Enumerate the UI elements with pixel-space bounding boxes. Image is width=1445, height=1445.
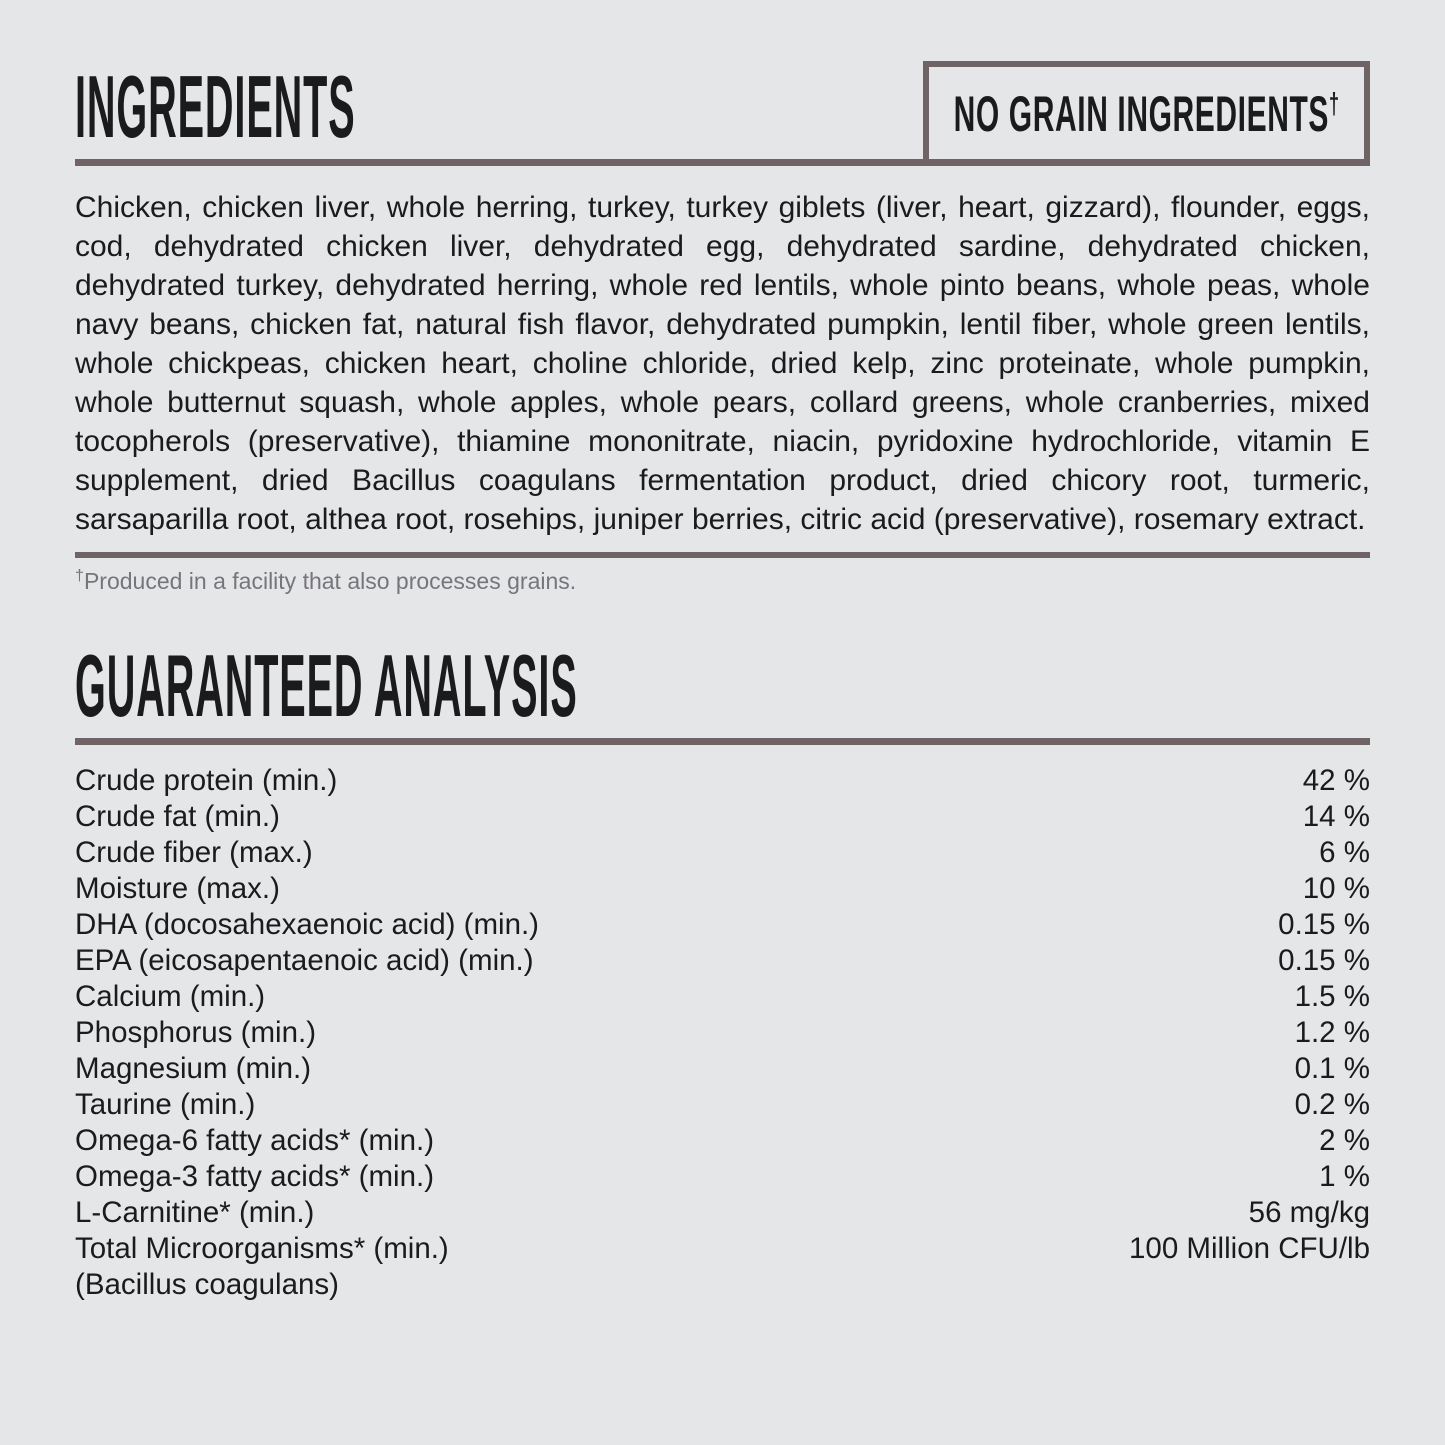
analysis-row xyxy=(75,1051,1370,1087)
analysis-row xyxy=(75,1087,1370,1123)
analysis-row xyxy=(75,1195,1370,1231)
analysis-row-label: DHA (docosahexaenoic acid) (min.) xyxy=(75,908,540,941)
analysis-row-label: Total Microorganisms* (min.) xyxy=(75,1232,449,1265)
analysis-row-value: 10 % xyxy=(1302,872,1370,905)
analysis-row-value: 42 % xyxy=(1302,764,1370,797)
footnote-text: Produced in a facility that also processes grains. xyxy=(83,568,577,594)
analysis-row-value: 0.15 % xyxy=(1278,908,1370,941)
no-grain-badge xyxy=(923,61,1370,166)
ingredients-list: Chicken, chicken liver, whole herring, turkey, turkey giblets (liver, heart, gizzard), flounder, eggs, cod, dehydrated chicken liver, dehydrated egg, dehydrated sardine, dehydrated chicken, dehydrated turkey, dehydrated herring, whole red lentils, whole pinto beans, whole peas, whole navy beans, chicken fat, natural fish flavor, dehydrated pumpkin, lentil fiber, whole green lentils, whole chickpeas, chicken heart, choline chloride, dried kelp, zinc proteinate, whole pumpkin, whole butternut squash, whole apples, whole pears, collard greens, whole cranberries, mixed tocopherols (preservative), thiamine mononitrate, niacin, pyridoxine hydrochloride, vitamin E supplement, dried Bacillus coagulans fermentation product, dried chicory root, turmeric, sarsaparilla root, althea root, rosehips, juniper berries, citric acid (preservative), rosemary extract. xyxy=(75,191,1370,536)
analysis-row xyxy=(75,763,1370,799)
analysis-row-label: EPA (eicosapentaenoic acid) (min.) xyxy=(75,944,534,977)
analysis-row xyxy=(75,1159,1370,1195)
analysis-row xyxy=(75,1123,1370,1159)
analysis-row-value: 0.2 % xyxy=(1294,1088,1370,1121)
footnote-dagger: † xyxy=(75,566,84,585)
analysis-row-label: (Bacillus coagulans) xyxy=(75,1268,339,1301)
analysis-row xyxy=(75,799,1370,835)
analysis-row-label: Magnesium (min.) xyxy=(75,1052,312,1085)
analysis-row-value: 2 % xyxy=(1319,1124,1370,1157)
analysis-row-value: 1.5 % xyxy=(1294,980,1370,1013)
analysis-row-label: Crude fiber (max.) xyxy=(75,836,313,869)
analysis-row xyxy=(75,1231,1370,1267)
analysis-row-value: 56 mg/kg xyxy=(1248,1196,1370,1229)
analysis-row-label: Phosphorus (min.) xyxy=(75,1016,317,1049)
analysis-row-value: 0.15 % xyxy=(1278,944,1370,977)
ingredients-heading: INGREDIENTS xyxy=(75,57,356,157)
analysis-row-value: 1.2 % xyxy=(1294,1016,1370,1049)
no-grain-badge-dagger: † xyxy=(1328,86,1340,120)
analysis-heading: GUARANTEED ANALYSIS xyxy=(75,636,578,736)
ingredients-divider xyxy=(75,552,1370,558)
analysis-row-value: 1 % xyxy=(1319,1160,1370,1193)
analysis-row xyxy=(75,1267,1370,1303)
analysis-row xyxy=(75,979,1370,1015)
analysis-row xyxy=(75,871,1370,907)
analysis-row-label: Taurine (min.) xyxy=(75,1088,256,1121)
analysis-row-label: Omega-3 fatty acids* (min.) xyxy=(75,1160,435,1193)
analysis-row-label: Calcium (min.) xyxy=(75,980,266,1013)
no-grain-badge-label: NO GRAIN INGREDIENTS xyxy=(953,85,1329,142)
analysis-row-value: 14 % xyxy=(1302,800,1370,833)
analysis-row xyxy=(75,835,1370,871)
analysis-row-label: L-Carnitine* (min.) xyxy=(75,1196,315,1229)
no-grain-badge-text xyxy=(954,85,1340,143)
analysis-row-label: Omega-6 fatty acids* (min.) xyxy=(75,1124,435,1157)
analysis-row-label: Crude protein (min.) xyxy=(75,764,338,797)
ingredients-header xyxy=(75,0,1370,166)
analysis-row-value: 0.1 % xyxy=(1294,1052,1370,1085)
analysis-row-label: Moisture (max.) xyxy=(75,872,280,905)
analysis-header xyxy=(75,636,1370,745)
analysis-row-value: 100 Million CFU/lb xyxy=(1129,1232,1370,1265)
analysis-row-label: Crude fat (min.) xyxy=(75,800,280,833)
analysis-row xyxy=(75,1015,1370,1051)
analysis-row-value: 6 % xyxy=(1319,836,1370,869)
grain-footnote xyxy=(75,567,1370,595)
analysis-table xyxy=(75,763,1370,1303)
analysis-row xyxy=(75,907,1370,943)
analysis-row xyxy=(75,943,1370,979)
